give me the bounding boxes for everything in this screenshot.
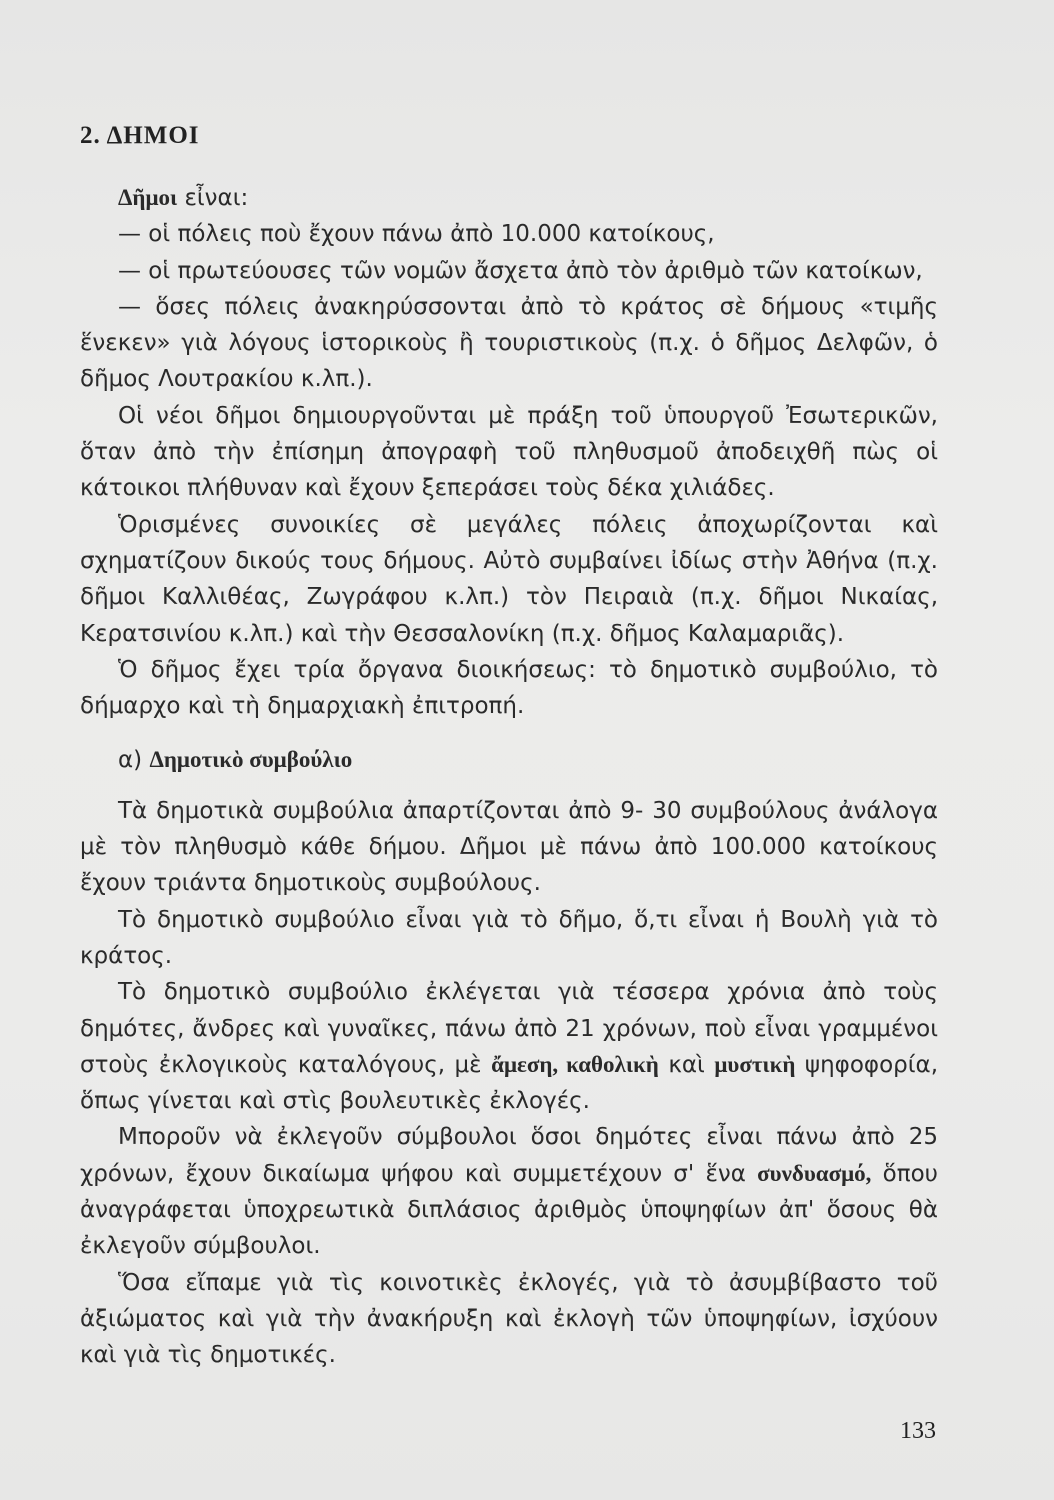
subheading bbox=[80, 742, 938, 778]
text-run: ψηφοφορία, ὅπως γίνεται καὶ στὶς βουλευτικὲς ἐκλογές. bbox=[80, 1051, 939, 1115]
list-item: — οἱ πόλεις ποὺ ἔχουν πάνω ἀπὸ 10.000 κατοίκους, bbox=[118, 221, 715, 248]
intro-term: Δῆμοι bbox=[118, 185, 178, 210]
paragraph: Οἱ νέοι δῆμοι δημιουργοῦνται μὲ πράξη τοῦ ὑπουργοῦ Ἐσωτερικῶν, ὅταν ἀπὸ τὴν ἐπίσημη ἀπογραφὴ τοῦ πληθυσμοῦ ἀποδειχθῆ πὼς οἱ κάτοικοι πλήθυναν καὶ ἔχουν ξεπεράσει τοὺς δέκα χιλιάδες. bbox=[80, 402, 938, 502]
paragraph: Ὁρισμένες συνοικίες σὲ μεγάλες πόλεις ἀποχωρίζονται καὶ σχηματίζουν δικούς τους δήμους. Αὐτὸ συμβαίνει ἰδίως στὴν Ἀθήνα (π.χ. δῆμοι Καλλιθέας, Ζωγράφου κ.λπ.) τὸν Πειραιὰ (π.χ. δῆμοι Νικαίας, Κερατσινίου κ.λπ.) καὶ τὴν Θεσσαλονίκη (π.χ. δῆμος Καλαμαριᾶς). bbox=[80, 511, 938, 647]
paragraph: Ὁ δῆμος ἔχει τρία ὄργανα διοικήσεως: τὸ δημοτικὸ συμβούλιο, τὸ δήμαρχο καὶ τὴ δημαρχιακὴ ἐπιτροπή. bbox=[80, 656, 938, 720]
paragraph: Τὸ δημοτικὸ συμβούλιο εἶναι γιὰ τὸ δῆμο, ὅ,τι εἶναι ἡ Βουλὴ γιὰ τὸ κράτος. bbox=[80, 906, 938, 969]
subheading-title: Δημοτικὸ συμβούλιο bbox=[149, 747, 353, 773]
section-heading: 2. ΔΗΜΟΙ bbox=[80, 122, 200, 149]
subheading-label: α) bbox=[118, 747, 143, 774]
page-number: 133 bbox=[900, 1418, 936, 1444]
list-item: — οἱ πρωτεύουσες τῶν νομῶν ἄσχετα ἀπὸ τὸν ἀριθμὸ τῶν κατοίκων, bbox=[118, 257, 923, 284]
paragraph: Τὰ δημοτικὰ συμβούλια ἀπαρτίζονται ἀπὸ 9- 30 συμβούλους ἀνάλογα μὲ τὸν πληθυσμὸ κάθε δήμου. Δῆμοι μὲ πάνω ἀπὸ 100.000 κατοίκους ἔχουν τριάντα δημοτικοὺς συμβούλους. bbox=[80, 797, 938, 897]
bold-term: ἄμεση, καθολικὴ bbox=[491, 1051, 659, 1077]
intro-rest: εἶναι: bbox=[177, 185, 249, 211]
text-run: ὅπου ἀναγράφεται ὑποχρεωτικὰ διπλάσιος ἀριθμὸς ὑποψηφίων ἀπ' ὅσους θὰ ἐκλεγοῦν σύμβουλοι. bbox=[80, 1160, 938, 1260]
list-item: — ὅσες πόλεις ἀνακηρύσσονται ἀπὸ τὸ κράτος σὲ δήμους «τιμῆς ἕνεκεν» γιὰ λόγους ἱστορικοὺς ἢ τουριστικοὺς (π.χ. ὁ δῆμος Δελφῶν, ὁ δῆμος Λουτρακίου κ.λπ.). bbox=[80, 293, 938, 393]
paragraph-candidates bbox=[80, 1119, 938, 1264]
paragraph-vote bbox=[80, 974, 938, 1119]
paragraph: Ὅσα εἴπαμε γιὰ τὶς κοινοτικὲς ἐκλογές, γιὰ τὸ ἀσυμβίβαστο τοῦ ἀξιώματος καὶ γιὰ τὴν ἀνακήρυξη καὶ ἐκλογὴ τῶν ὑποψηφίων, ἰσχύουν καὶ γιὰ τὶς δημοτικές. bbox=[80, 1269, 938, 1369]
bold-term: συνδυασμό, bbox=[757, 1160, 872, 1186]
bold-term: μυστικὴ bbox=[714, 1051, 796, 1077]
text-run: Τὸ δημοτικὸ συμβούλιο ἐκλέγεται γιὰ τέσσερα χρόνια ἀπὸ τοὺς δημότες, ἄνδρες καὶ γυναῖκες, πάνω ἀπὸ 21 χρόνων, ποὺ εἶναι γραμμένοι στοὺς ἐκλογικοὺς καταλόγους, μὲ bbox=[80, 979, 938, 1078]
text-run: καὶ bbox=[658, 1051, 715, 1078]
intro-line bbox=[80, 180, 938, 216]
text-run: Μποροῦν νὰ ἐκλεγοῦν σύμβουλοι ὅσοι δημότες εἶναι πάνω ἀπὸ 25 χρόνων, ἔχουν δικαίωμα ψήφου καὶ συμμετέχουν σ' ἕνα bbox=[80, 1124, 938, 1187]
body-text bbox=[80, 180, 938, 1374]
